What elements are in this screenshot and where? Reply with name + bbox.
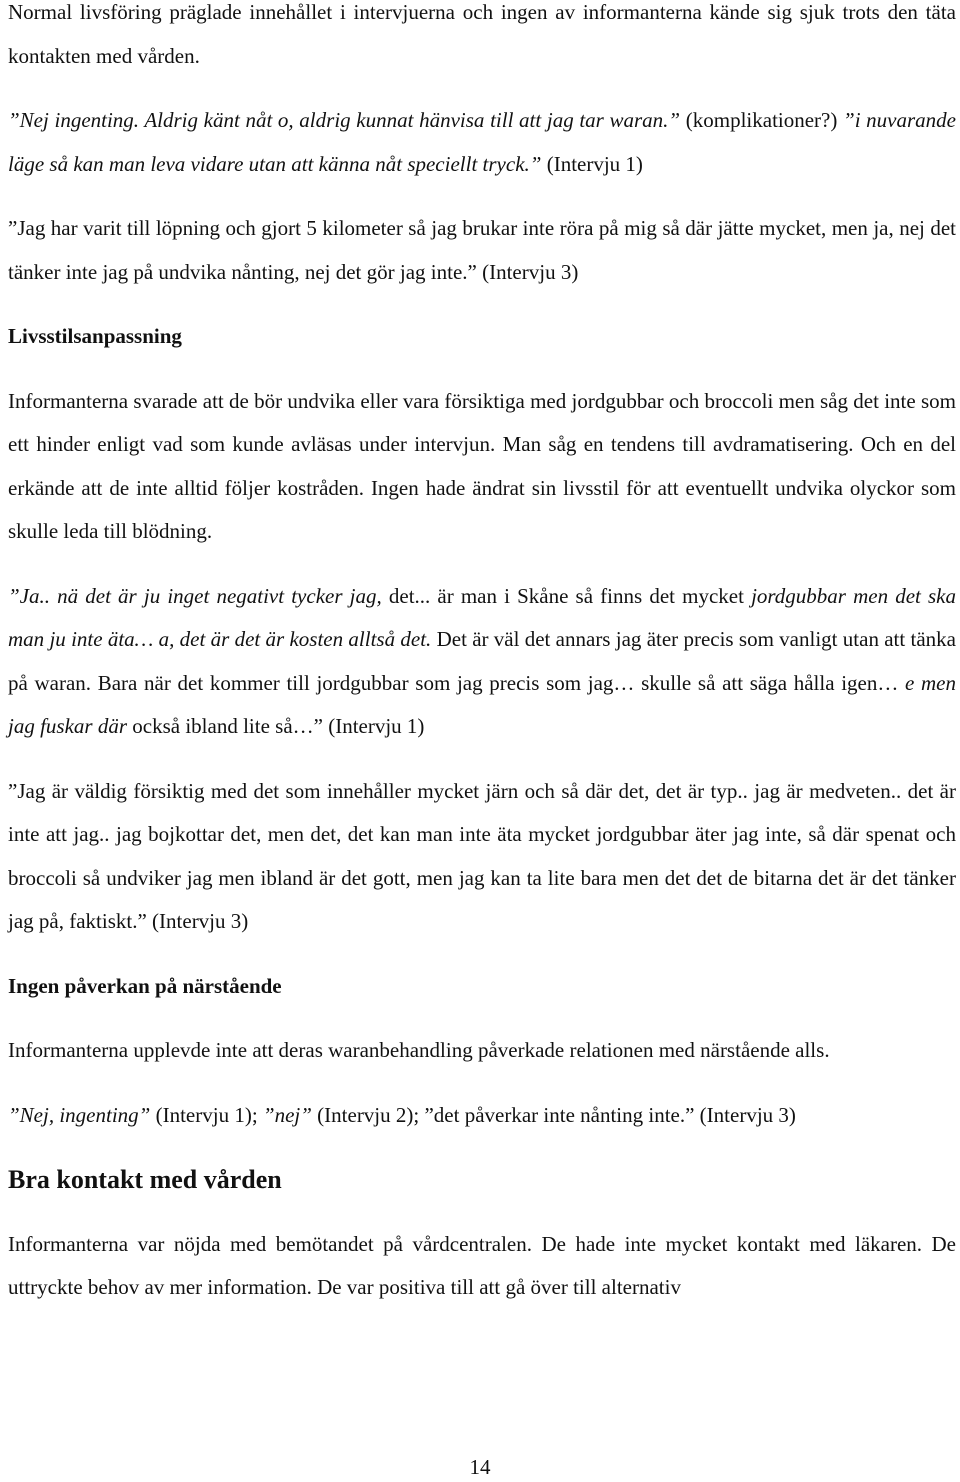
paragraph-bra-kontakt: Informanterna var nöjda med bemötandet på vårdcentralen. De hade inte mycket kontakt med läkaren. De uttryckte behov av mer information. De var positiva till att gå över till alternativ xyxy=(8,1231,956,1299)
quote-italic: ”nej” xyxy=(262,1102,312,1127)
quote-intervju-1b xyxy=(8,575,956,749)
quote-text: (Intervju 1); xyxy=(150,1102,263,1127)
quote-italic: jordgubbar men det ska man ju inte äta… a, det är det är kosten alltså det. xyxy=(8,583,956,651)
quote-italic: ”Nej, ingenting” xyxy=(8,1102,151,1127)
quote-italic: e men jag fuskar där xyxy=(8,670,956,738)
quote-intervju-3a xyxy=(8,207,956,294)
quote-text: (Intervju 2); ”det påverkar inte nånting inte.” (Intervju 3) xyxy=(311,1102,796,1127)
paragraph-narstaende: Informanterna upplevde inte att deras waranbehandling påverkade relationen med närstående alls. xyxy=(8,1038,830,1062)
quote-reference: (Intervju 3) xyxy=(476,259,579,284)
quote-text: (komplikationer?) xyxy=(680,108,844,132)
heading-bra-kontakt: Bra kontakt med vården xyxy=(8,1165,282,1194)
document-page xyxy=(8,0,956,1310)
heading-livsstilsanpassning: Livsstilsanpassning xyxy=(8,324,182,348)
quote-italic: ”Ja.. nä det är ju inget negativt tycker jag, xyxy=(8,583,382,608)
heading-ingen-paverkan: Ingen påverkan på närstående xyxy=(8,973,282,998)
quote-intervju-3b xyxy=(8,770,956,944)
paragraph-livsstil: Informanterna svarade att de bör undvika eller vara försiktiga med jordgubbar och broccoli men såg det inte som ett hinder enligt vad som kunde avläsas under intervjun. Man såg en tendens till avdramatisering. Och en del erkände att de inte alltid följer kostråden. Ingen hade ändrat sin livsstil för att eventuellt undvika olyckor som skulle leda till blödning. xyxy=(8,388,956,543)
quote-reference: (Intervju 1) xyxy=(541,151,643,176)
quote-intervju-1a xyxy=(8,99,956,186)
page-number: 14 xyxy=(469,1455,491,1479)
paragraph-normal-livsforing: Normal livsföring präglade innehållet i intervjuerna och ingen av informanterna kände sig sjuk trots den täta kontakten med vården. xyxy=(8,0,956,68)
quote-reference: (Intervju 3) xyxy=(146,909,249,933)
quote-text: det... är man i Skåne så finns det mycket xyxy=(381,583,752,608)
quote-intervju-multi xyxy=(8,1094,956,1138)
quote-text: ”Jag är väldig försiktig med det som innehåller mycket järn och så där det, det är typ.. jag är medveten.. det är inte att jag.. jag bojkottar det, men det, det kan man inte äta mycket jordgubbar äter jag inte, så där spenat och broccoli så undviker jag men ibland är det gott, men jag kan ta lite bara men det det de bitarna det är det tänker jag på, faktiskt.” xyxy=(8,778,956,933)
quote-text: också ibland lite så…” (Intervju 1) xyxy=(127,714,425,738)
quote-text: ”Jag har varit till löpning och gjort 5 kilometer så jag brukar inte röra på mig så där jätte mycket, men ja, nej det tänker inte jag på undvika nånting, nej det gör jag inte.” xyxy=(8,216,956,284)
quote-text: Det är väl det annars jag äter precis som vanligt utan att tänka på waran. Bara när det kommer till jordgubbar som jag precis som jag… skulle så att säga hålla igen… xyxy=(8,627,956,695)
quote-italic: ”i nuvarande läge så kan man leva vidare utan att känna nåt speciellt tryck.” xyxy=(8,108,956,176)
quote-italic: ”Nej ingenting. Aldrig känt nåt o, aldrig kunnat hänvisa till att jag tar waran.” xyxy=(8,108,681,132)
